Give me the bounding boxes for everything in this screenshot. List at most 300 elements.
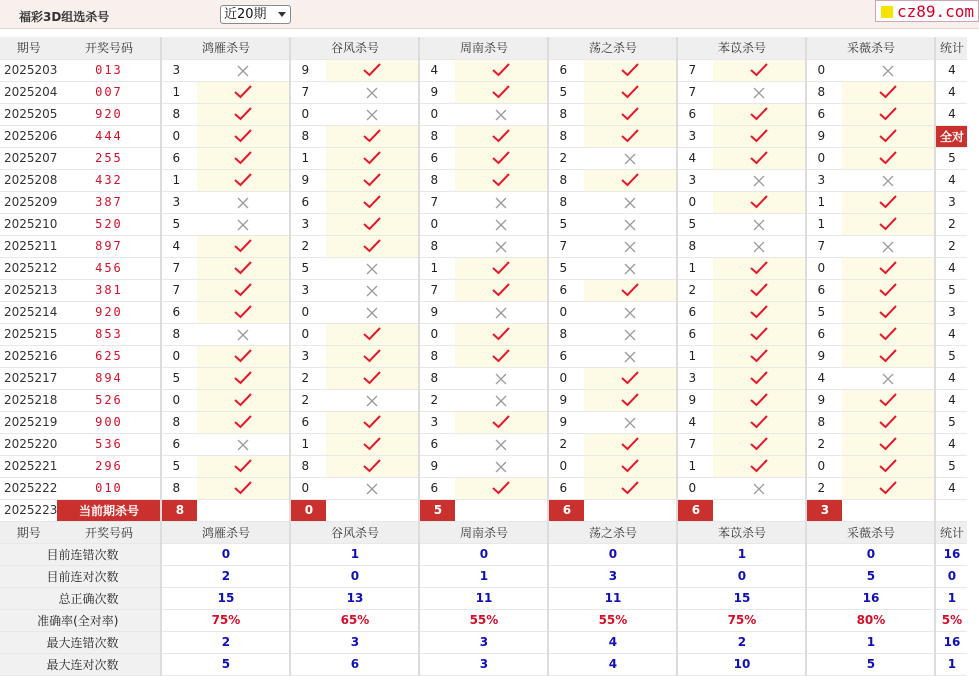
kill-number-cell: 3 bbox=[290, 213, 326, 235]
period-cell: 2025221 bbox=[0, 455, 57, 477]
count-cell: 5 bbox=[935, 411, 967, 433]
result-cell bbox=[842, 147, 935, 169]
result-cell bbox=[455, 367, 548, 389]
stat-value: 0 bbox=[419, 543, 548, 565]
current-count-cell bbox=[935, 499, 967, 521]
current-kill-number: 5 bbox=[419, 499, 455, 521]
stat-value: 2 bbox=[161, 631, 290, 653]
cross-icon bbox=[753, 239, 765, 253]
cross-icon bbox=[237, 437, 249, 451]
cross-icon bbox=[624, 349, 636, 363]
cross-icon bbox=[366, 85, 378, 99]
check-icon bbox=[879, 261, 897, 275]
result-cell bbox=[326, 213, 419, 235]
draw-number-cell: 520 bbox=[57, 213, 161, 235]
check-icon bbox=[234, 305, 252, 319]
header-row bbox=[0, 521, 967, 543]
kill-number-cell: 0 bbox=[677, 477, 713, 499]
kill-number-cell: 7 bbox=[806, 235, 842, 257]
logo-square-icon bbox=[881, 6, 893, 18]
period-cell: 2025220 bbox=[0, 433, 57, 455]
kill-number-cell: 9 bbox=[419, 455, 455, 477]
draw-number-cell: 255 bbox=[57, 147, 161, 169]
check-icon bbox=[750, 415, 768, 429]
stat-value: 1 bbox=[290, 543, 419, 565]
period-cell: 2025204 bbox=[0, 81, 57, 103]
count-cell: 4 bbox=[935, 433, 967, 455]
kill-number-cell: 3 bbox=[161, 59, 197, 81]
period-range-select[interactable] bbox=[220, 5, 291, 24]
result-cell bbox=[455, 235, 548, 257]
cross-icon bbox=[366, 261, 378, 275]
kill-number-cell: 9 bbox=[419, 301, 455, 323]
kill-number-cell: 6 bbox=[548, 477, 584, 499]
check-icon bbox=[363, 217, 381, 231]
kill-number-cell: 7 bbox=[419, 279, 455, 301]
check-icon bbox=[363, 63, 381, 77]
check-icon bbox=[234, 151, 252, 165]
kill-number-cell: 2 bbox=[419, 389, 455, 411]
check-icon bbox=[492, 129, 510, 143]
check-icon bbox=[234, 349, 252, 363]
check-icon bbox=[234, 239, 252, 253]
result-cell bbox=[713, 257, 806, 279]
cross-icon bbox=[495, 393, 507, 407]
kill-number-cell: 0 bbox=[806, 257, 842, 279]
period-cell: 2025217 bbox=[0, 367, 57, 389]
result-cell bbox=[713, 81, 806, 103]
result-cell bbox=[842, 59, 935, 81]
kill-number-cell: 8 bbox=[161, 411, 197, 433]
current-kill-number: 6 bbox=[677, 499, 713, 521]
cross-icon bbox=[624, 217, 636, 231]
result-cell bbox=[842, 345, 935, 367]
result-cell bbox=[584, 257, 677, 279]
kill-number-cell: 7 bbox=[290, 81, 326, 103]
check-icon bbox=[621, 459, 639, 473]
table-row bbox=[0, 389, 967, 411]
current-period-row bbox=[0, 499, 967, 521]
result-cell bbox=[326, 389, 419, 411]
stat-value: 0 bbox=[161, 543, 290, 565]
check-icon bbox=[363, 327, 381, 341]
stat-value: 3 bbox=[419, 631, 548, 653]
kill-number-cell: 6 bbox=[548, 279, 584, 301]
draw-number-cell: 894 bbox=[57, 367, 161, 389]
result-cell bbox=[842, 191, 935, 213]
kill-number-cell: 8 bbox=[548, 323, 584, 345]
table-row bbox=[0, 301, 967, 323]
result-cell bbox=[197, 59, 290, 81]
result-cell bbox=[842, 323, 935, 345]
count-cell: 4 bbox=[935, 257, 967, 279]
result-cell bbox=[584, 411, 677, 433]
result-cell bbox=[455, 301, 548, 323]
current-empty-cell bbox=[455, 499, 548, 521]
check-icon bbox=[363, 151, 381, 165]
kill-number-cell: 0 bbox=[290, 103, 326, 125]
kill-number-cell: 8 bbox=[806, 411, 842, 433]
result-cell bbox=[197, 367, 290, 389]
check-icon bbox=[750, 327, 768, 341]
result-cell bbox=[197, 257, 290, 279]
stat-label: 最大连错次数 bbox=[0, 631, 161, 653]
result-cell bbox=[455, 169, 548, 191]
count-cell: 4 bbox=[935, 367, 967, 389]
kill-number-cell: 6 bbox=[806, 323, 842, 345]
table-row bbox=[0, 367, 967, 389]
kill-number-cell: 6 bbox=[806, 103, 842, 125]
cross-icon bbox=[882, 371, 894, 385]
kill-number-cell: 7 bbox=[161, 279, 197, 301]
current-kill-number: 0 bbox=[290, 499, 326, 521]
cross-icon bbox=[366, 481, 378, 495]
kill-number-cell: 3 bbox=[161, 191, 197, 213]
stat-value: 4 bbox=[548, 653, 677, 675]
col-header-expert: 苯苡杀号 bbox=[677, 37, 806, 59]
kill-number-cell: 2 bbox=[290, 235, 326, 257]
count-cell: 4 bbox=[935, 323, 967, 345]
cross-icon bbox=[495, 459, 507, 473]
kill-number-cell: 1 bbox=[161, 169, 197, 191]
brand-text: cz89.com bbox=[897, 2, 975, 21]
kill-number-cell: 5 bbox=[290, 257, 326, 279]
result-cell bbox=[455, 213, 548, 235]
check-icon bbox=[234, 481, 252, 495]
stat-value: 11 bbox=[548, 587, 677, 609]
result-cell bbox=[842, 477, 935, 499]
table-row bbox=[0, 411, 967, 433]
result-cell bbox=[842, 301, 935, 323]
stat-value: 0 bbox=[677, 565, 806, 587]
kill-number-cell: 0 bbox=[806, 147, 842, 169]
check-icon bbox=[750, 63, 768, 77]
result-cell bbox=[455, 257, 548, 279]
result-cell bbox=[197, 389, 290, 411]
result-cell bbox=[326, 433, 419, 455]
col-header-expert: 鸿雁杀号 bbox=[161, 37, 290, 59]
result-cell bbox=[842, 125, 935, 147]
table-row bbox=[0, 169, 967, 191]
table-row bbox=[0, 147, 967, 169]
kill-number-cell: 9 bbox=[290, 59, 326, 81]
period-cell: 2025213 bbox=[0, 279, 57, 301]
result-cell bbox=[197, 411, 290, 433]
kill-number-cell: 3 bbox=[677, 169, 713, 191]
cross-icon bbox=[237, 327, 249, 341]
result-cell bbox=[584, 125, 677, 147]
kill-number-cell: 1 bbox=[806, 191, 842, 213]
period-cell: 2025208 bbox=[0, 169, 57, 191]
count-cell: 5 bbox=[935, 455, 967, 477]
check-icon bbox=[879, 217, 897, 231]
draw-number-cell: 625 bbox=[57, 345, 161, 367]
kill-number-cell: 9 bbox=[548, 411, 584, 433]
check-icon bbox=[879, 107, 897, 121]
result-cell bbox=[197, 169, 290, 191]
result-cell bbox=[455, 279, 548, 301]
table-row bbox=[0, 191, 967, 213]
kill-number-cell: 9 bbox=[806, 125, 842, 147]
col-header-period: 期号 bbox=[0, 521, 57, 543]
kill-number-cell: 5 bbox=[806, 301, 842, 323]
kill-number-cell: 6 bbox=[677, 103, 713, 125]
check-icon bbox=[234, 85, 252, 99]
result-cell bbox=[326, 323, 419, 345]
col-header-expert: 采薇杀号 bbox=[806, 37, 935, 59]
kill-number-cell: 3 bbox=[419, 411, 455, 433]
check-icon bbox=[750, 107, 768, 121]
check-icon bbox=[234, 459, 252, 473]
result-cell bbox=[326, 147, 419, 169]
cross-icon bbox=[237, 195, 249, 209]
count-cell: 3 bbox=[935, 191, 967, 213]
result-cell bbox=[197, 279, 290, 301]
cross-icon bbox=[495, 195, 507, 209]
kill-number-cell: 6 bbox=[677, 323, 713, 345]
col-header-expert: 周南杀号 bbox=[419, 521, 548, 543]
kill-number-cell: 5 bbox=[677, 213, 713, 235]
check-icon bbox=[750, 261, 768, 275]
stat-value: 55% bbox=[419, 609, 548, 631]
check-icon bbox=[234, 129, 252, 143]
kill-number-table bbox=[0, 37, 967, 676]
kill-number-cell: 1 bbox=[677, 345, 713, 367]
count-cell: 4 bbox=[935, 81, 967, 103]
check-icon bbox=[750, 349, 768, 363]
stat-row bbox=[0, 631, 967, 653]
stat-label: 准确率(全对率) bbox=[0, 609, 161, 631]
result-cell bbox=[842, 213, 935, 235]
result-cell bbox=[842, 411, 935, 433]
check-icon bbox=[363, 195, 381, 209]
draw-number-cell: 013 bbox=[57, 59, 161, 81]
col-header-draw: 开奖号码 bbox=[57, 521, 161, 543]
current-empty-cell bbox=[842, 499, 935, 521]
result-cell bbox=[713, 213, 806, 235]
kill-number-cell: 5 bbox=[548, 213, 584, 235]
draw-number-cell: 444 bbox=[57, 125, 161, 147]
draw-number-cell: 432 bbox=[57, 169, 161, 191]
table-row bbox=[0, 103, 967, 125]
cross-icon bbox=[624, 261, 636, 275]
kill-number-cell: 0 bbox=[548, 455, 584, 477]
result-cell bbox=[197, 345, 290, 367]
col-header-expert: 周南杀号 bbox=[419, 37, 548, 59]
draw-number-cell: 900 bbox=[57, 411, 161, 433]
kill-number-cell: 9 bbox=[419, 81, 455, 103]
result-cell bbox=[713, 103, 806, 125]
kill-number-cell: 2 bbox=[806, 433, 842, 455]
stat-row bbox=[0, 609, 967, 631]
cross-icon bbox=[882, 63, 894, 77]
kill-number-cell: 8 bbox=[419, 367, 455, 389]
stat-value: 1 bbox=[419, 565, 548, 587]
kill-number-cell: 6 bbox=[161, 433, 197, 455]
stat-value: 55% bbox=[548, 609, 677, 631]
brand-logo[interactable] bbox=[875, 0, 979, 22]
result-cell bbox=[455, 125, 548, 147]
count-cell: 4 bbox=[935, 477, 967, 499]
result-cell bbox=[842, 169, 935, 191]
stat-label: 最大连对次数 bbox=[0, 653, 161, 675]
col-header-draw: 开奖号码 bbox=[57, 37, 161, 59]
result-cell bbox=[455, 455, 548, 477]
stat-total: 5% bbox=[935, 609, 967, 631]
draw-number-cell: 853 bbox=[57, 323, 161, 345]
check-icon bbox=[363, 349, 381, 363]
kill-number-cell: 1 bbox=[290, 433, 326, 455]
col-header-expert: 谷风杀号 bbox=[290, 521, 419, 543]
kill-number-cell: 6 bbox=[161, 147, 197, 169]
result-cell bbox=[455, 147, 548, 169]
current-empty-cell bbox=[197, 499, 290, 521]
stat-value: 5 bbox=[806, 565, 935, 587]
table-row bbox=[0, 235, 967, 257]
check-icon bbox=[621, 481, 639, 495]
stat-label: 目前连错次数 bbox=[0, 543, 161, 565]
kill-number-cell: 1 bbox=[677, 455, 713, 477]
draw-number-cell: 381 bbox=[57, 279, 161, 301]
check-icon bbox=[879, 481, 897, 495]
result-cell bbox=[842, 103, 935, 125]
result-cell bbox=[326, 345, 419, 367]
check-icon bbox=[879, 283, 897, 297]
stat-value: 3 bbox=[419, 653, 548, 675]
stat-total: 16 bbox=[935, 543, 967, 565]
kill-number-cell: 8 bbox=[806, 81, 842, 103]
kill-number-cell: 3 bbox=[290, 279, 326, 301]
result-cell bbox=[584, 81, 677, 103]
result-cell bbox=[326, 455, 419, 477]
current-kill-label: 当前期杀号 bbox=[57, 499, 161, 521]
check-icon bbox=[879, 129, 897, 143]
check-icon bbox=[492, 261, 510, 275]
kill-number-cell: 8 bbox=[290, 455, 326, 477]
stat-value: 3 bbox=[548, 565, 677, 587]
check-icon bbox=[879, 151, 897, 165]
kill-number-cell: 7 bbox=[677, 59, 713, 81]
check-icon bbox=[879, 327, 897, 341]
kill-number-cell: 3 bbox=[677, 125, 713, 147]
period-cell: 2025205 bbox=[0, 103, 57, 125]
current-kill-number: 8 bbox=[161, 499, 197, 521]
result-cell bbox=[197, 323, 290, 345]
kill-number-cell: 7 bbox=[677, 433, 713, 455]
check-icon bbox=[363, 129, 381, 143]
result-cell bbox=[713, 367, 806, 389]
cross-icon bbox=[495, 239, 507, 253]
kill-number-cell: 1 bbox=[290, 147, 326, 169]
kill-number-cell: 8 bbox=[548, 103, 584, 125]
result-cell bbox=[584, 301, 677, 323]
result-cell bbox=[713, 147, 806, 169]
cross-icon bbox=[753, 481, 765, 495]
result-cell bbox=[455, 191, 548, 213]
stat-label: 总正确次数 bbox=[0, 587, 161, 609]
stat-row bbox=[0, 543, 967, 565]
kill-number-cell: 8 bbox=[548, 125, 584, 147]
kill-number-cell: 2 bbox=[806, 477, 842, 499]
current-empty-cell bbox=[713, 499, 806, 521]
check-icon bbox=[234, 283, 252, 297]
result-cell bbox=[326, 411, 419, 433]
result-cell bbox=[197, 213, 290, 235]
result-cell bbox=[326, 235, 419, 257]
kill-number-cell: 0 bbox=[290, 477, 326, 499]
draw-number-cell: 387 bbox=[57, 191, 161, 213]
result-cell bbox=[455, 389, 548, 411]
current-empty-cell bbox=[326, 499, 419, 521]
stat-value: 4 bbox=[548, 631, 677, 653]
check-icon bbox=[621, 129, 639, 143]
stat-value: 1 bbox=[677, 543, 806, 565]
col-header-expert: 谷风杀号 bbox=[290, 37, 419, 59]
draw-number-cell: 897 bbox=[57, 235, 161, 257]
kill-number-cell: 0 bbox=[806, 455, 842, 477]
result-cell bbox=[584, 169, 677, 191]
kill-number-cell: 8 bbox=[548, 191, 584, 213]
kill-number-cell: 6 bbox=[161, 301, 197, 323]
result-cell bbox=[326, 169, 419, 191]
result-cell bbox=[197, 147, 290, 169]
check-icon bbox=[363, 371, 381, 385]
period-cell: 2025210 bbox=[0, 213, 57, 235]
check-icon bbox=[879, 415, 897, 429]
kill-number-cell: 6 bbox=[419, 433, 455, 455]
kill-number-cell: 5 bbox=[161, 455, 197, 477]
kill-number-cell: 6 bbox=[419, 477, 455, 499]
kill-number-cell: 0 bbox=[419, 213, 455, 235]
check-icon bbox=[492, 415, 510, 429]
draw-number-cell: 526 bbox=[57, 389, 161, 411]
kill-number-cell: 9 bbox=[677, 389, 713, 411]
stat-value: 65% bbox=[290, 609, 419, 631]
period-cell: 2025222 bbox=[0, 477, 57, 499]
cross-icon bbox=[495, 107, 507, 121]
check-icon bbox=[363, 173, 381, 187]
result-cell bbox=[713, 455, 806, 477]
result-cell bbox=[584, 279, 677, 301]
draw-number-cell: 536 bbox=[57, 433, 161, 455]
result-cell bbox=[326, 103, 419, 125]
draw-number-cell: 296 bbox=[57, 455, 161, 477]
result-cell bbox=[713, 235, 806, 257]
check-icon bbox=[621, 173, 639, 187]
check-icon bbox=[879, 85, 897, 99]
kill-number-cell: 2 bbox=[677, 279, 713, 301]
kill-number-cell: 0 bbox=[548, 301, 584, 323]
kill-number-cell: 3 bbox=[806, 169, 842, 191]
stat-value: 75% bbox=[677, 609, 806, 631]
result-cell bbox=[326, 477, 419, 499]
result-cell bbox=[326, 257, 419, 279]
check-icon bbox=[621, 371, 639, 385]
result-cell bbox=[326, 125, 419, 147]
result-cell bbox=[455, 411, 548, 433]
cross-icon bbox=[624, 151, 636, 165]
kill-number-cell: 7 bbox=[419, 191, 455, 213]
table-row bbox=[0, 257, 967, 279]
result-cell bbox=[197, 191, 290, 213]
check-icon bbox=[750, 437, 768, 451]
col-header-expert: 荡之杀号 bbox=[548, 37, 677, 59]
result-cell bbox=[326, 59, 419, 81]
stat-value: 11 bbox=[419, 587, 548, 609]
result-cell bbox=[713, 433, 806, 455]
check-icon bbox=[879, 393, 897, 407]
cross-icon bbox=[753, 85, 765, 99]
